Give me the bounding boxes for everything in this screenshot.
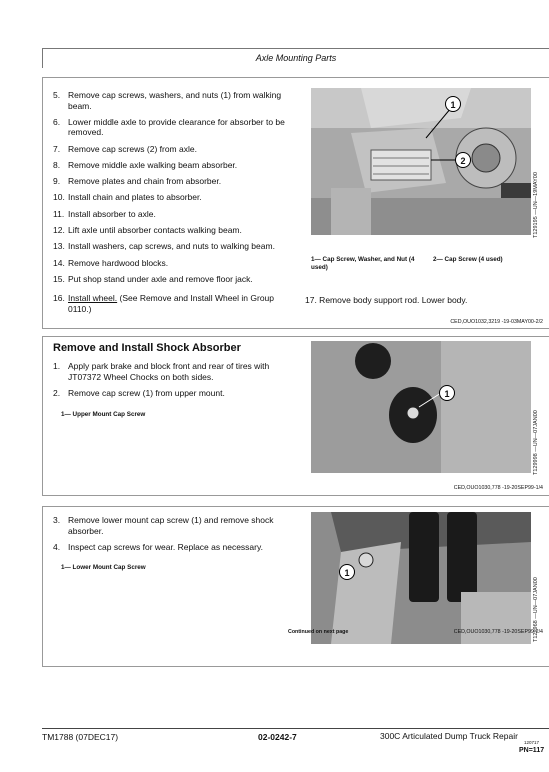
step-item <box>53 90 299 111</box>
step-list <box>53 90 299 290</box>
callout-1: 1 <box>339 564 355 580</box>
footer-pn: PN=117 <box>519 747 545 754</box>
shock-lower-photo <box>311 512 531 644</box>
step-item <box>53 225 299 236</box>
step-item <box>53 258 299 269</box>
step-number: 15. <box>53 273 65 284</box>
step-number: 2. <box>53 387 61 398</box>
step-item <box>53 176 299 187</box>
install-wheel-link[interactable]: Install wheel. <box>68 293 118 303</box>
step-text: Remove middle axle walking beam absorber. <box>68 159 238 170</box>
footer-tm: TM1788 (07DEC17) <box>42 732 119 742</box>
step-item <box>53 361 295 382</box>
step-text: Remove lower mount cap screw (1) and remove shock absorber. <box>68 515 274 536</box>
callout-1: 1 <box>439 385 455 401</box>
step-number: 1. <box>53 361 61 371</box>
step-text: Lower middle axle to provide clearance for absorber to be removed. <box>68 116 285 138</box>
footer-small-code: 120717 <box>524 740 540 745</box>
step-number: 9. <box>53 176 61 187</box>
step-number: 16. <box>53 293 65 303</box>
step-text: (See Remove and Install Wheel in Group 0110.) <box>68 293 274 314</box>
step-text: Apply park brake and block front and rear of tires with JT07372 Wheel Chocks on both sides. <box>68 361 270 382</box>
step-item <box>53 192 299 203</box>
step-16 <box>53 293 299 314</box>
step-number: 8. <box>53 159 61 170</box>
step-item <box>53 542 295 553</box>
step-text: Remove cap screw (1) from upper mount. <box>68 387 225 398</box>
step-number: 13. <box>53 241 65 252</box>
callout-1: 1 <box>445 96 461 112</box>
step-text: Remove cap screws, washers, and nuts (1) from walking beam. <box>68 90 282 111</box>
step-text: Install absorber to axle. <box>68 208 156 219</box>
footer-rule <box>42 728 549 729</box>
section-shock-absorber <box>42 336 549 496</box>
legend: 1— Upper Mount Cap Screw <box>61 411 146 418</box>
ref-code: CED,OUO1030,778 -19-20SEP99-2/4 <box>453 629 543 635</box>
section-title: Remove and Install Shock Absorber <box>53 342 241 354</box>
axle-photo <box>311 88 531 235</box>
step-list <box>53 515 295 558</box>
shock-upper-photo-art <box>311 341 531 473</box>
image-code: T129195 —UN—19MAY00 <box>533 172 539 238</box>
step-text: Remove cap screws (2) from axle. <box>68 143 197 154</box>
step-number: 10. <box>53 192 65 203</box>
header-rule <box>42 48 549 49</box>
step-number: 6. <box>53 116 61 127</box>
image-code: T129998 —UN—07JAN00 <box>533 410 539 475</box>
footer-page-code: 02-0242-7 <box>258 732 297 742</box>
section-lower-mount <box>42 506 549 667</box>
step-list <box>53 361 295 404</box>
step-item <box>53 274 299 285</box>
footer-title: 300C Articulated Dump Truck Repair <box>380 731 518 741</box>
step-17: 17. Remove body support rod. Lower body. <box>305 295 468 305</box>
axle-photo-art <box>311 88 531 235</box>
step-text: Inspect cap screws for wear. Replace as necessary. <box>68 541 263 552</box>
step-item <box>53 160 299 171</box>
step-text: Lift axle until absorber contacts walking beam. <box>68 225 242 236</box>
image-code: T129968 —UN—07JAN00 <box>533 577 539 642</box>
step-number: 3. <box>53 515 61 525</box>
step-item <box>53 388 295 399</box>
shock-upper-photo <box>311 341 531 473</box>
page-title: Axle Mounting Parts <box>255 53 337 63</box>
step-number: 12. <box>53 225 65 236</box>
legend: 1— Lower Mount Cap Screw <box>61 564 146 571</box>
step-item <box>53 241 299 252</box>
step-item <box>53 209 299 220</box>
legend-1: 1— Cap Screw, Washer, and Nut (4 used) <box>311 256 415 271</box>
step-number: 14. <box>53 257 65 268</box>
step-text: Install washers, cap screws, and nuts to walking beam. <box>68 241 275 252</box>
section-axle-absorber <box>42 77 549 329</box>
step-number: 5. <box>53 90 61 100</box>
legend-2: 2— Cap Screw (4 used) <box>433 256 503 263</box>
continued-note: Continued on next page <box>288 629 349 635</box>
step-number: 7. <box>53 143 61 154</box>
step-text: Remove plates and chain from absorber. <box>68 176 222 187</box>
step-text: Put shop stand under axle and remove floor jack. <box>68 273 253 284</box>
step-number: 4. <box>53 541 61 552</box>
step-item <box>53 144 299 155</box>
ref-code: CED,OUO1030,778 -19-20SEP99-1/4 <box>453 485 543 491</box>
step-text: Remove hardwood blocks. <box>68 257 169 268</box>
step-item <box>53 117 299 138</box>
step-number: 11. <box>53 208 65 219</box>
step-item <box>53 515 295 536</box>
ref-code: CED,OUO1032,3219 -19-03MAY00-2/2 <box>450 319 543 325</box>
step-text: Install chain and plates to absorber. <box>68 192 202 203</box>
callout-2: 2 <box>455 152 471 168</box>
